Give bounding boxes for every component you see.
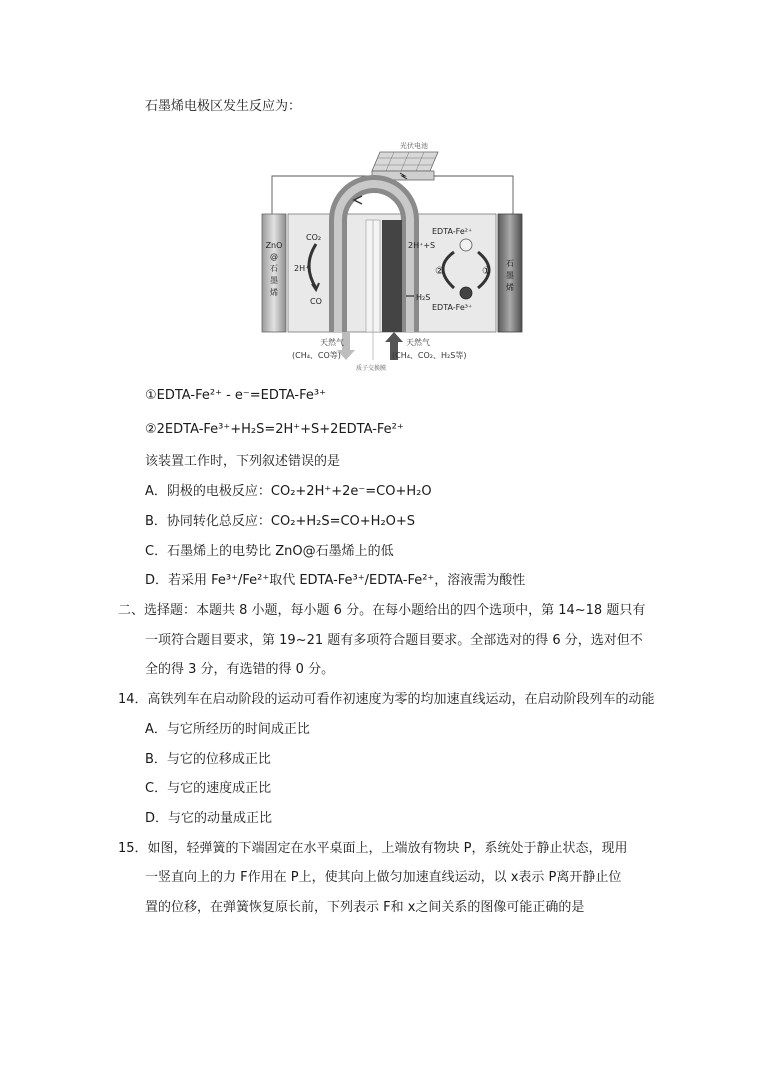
electrode-label: 烯 [270, 288, 278, 297]
gas-out-label: 天然气 [320, 338, 344, 347]
h-s-label: 2H⁺+S [408, 241, 436, 250]
electrode-label: 墨 [506, 271, 514, 280]
electrode-label: @ [270, 252, 278, 261]
step-1-label: ① [482, 266, 491, 277]
question-14: 14．高铁列车在启动阶段的运动可看作初速度为零的均加速直线运动，在启动阶段列车的动能 [118, 692, 655, 707]
electrode-label: 墨 [270, 276, 278, 285]
membrane-label: 质子交换膜 [356, 365, 387, 372]
option-b: B．协同转化总反应：CO₂+H₂S=CO+H₂O+S [145, 514, 416, 529]
section-heading: 二、选择题：本题共 8 小题，每小题 6 分。在每小题给出的四个选项中，第 14~18 题只有 [118, 603, 646, 618]
step-2-label: ② [435, 266, 444, 277]
gas-out-composition: (CH₄、CO等) [292, 351, 341, 360]
electrode-label: 石 [506, 259, 514, 268]
option-a: A．阴极的电极反应：CO₂+2H⁺+2e⁻=CO+H₂O [145, 484, 432, 499]
intro-text: 石墨烯电极区发生反应为： [145, 99, 302, 114]
option-d: D．若采用 Fe³⁺/Fe²⁺取代 EDTA-Fe³⁺/EDTA-Fe²⁺，溶液需为酸性 [145, 573, 526, 588]
question-15-text: 置的位移，在弹簧恢复原长前，下列表示 F和 x之间关系的图像可能正确的是 [145, 900, 585, 915]
h2s-label: H₂S [416, 293, 431, 302]
edta-fe2-label: EDTA-Fe²⁺ [432, 227, 473, 236]
zno-graphene-electrode [262, 214, 286, 332]
section-text: 全的得 3 分，有选错的得 0 分。 [145, 662, 335, 677]
reaction-1: ①EDTA-Fe²⁺ - e⁻=EDTA-Fe³⁺ [145, 388, 326, 403]
solar-cell-label: 光伏电池 [400, 142, 428, 150]
q14-option-b: B．与它的位移成正比 [145, 752, 271, 767]
reaction-2: ②2EDTA-Fe³⁺+H₂S=2H⁺+S+2EDTA-Fe²⁺ [145, 422, 404, 437]
co2-label: CO₂ [306, 233, 322, 242]
question-15-text: 一竖直向上的力 F作用在 P上，使其向上做匀加速直线运动，以 x表示 P离开静止位 [145, 870, 622, 885]
fe2-sphere-icon [460, 239, 472, 251]
wire-right [434, 176, 513, 214]
electrolysis-cell-figure [258, 138, 530, 374]
section-text: 一项符合题目要求，第 19~21 题有多项符合题目要求。全部选对的得 6 分，选对但不 [145, 633, 643, 648]
co-label: CO [310, 297, 322, 306]
electrode-label: ZnO [265, 241, 283, 250]
q14-option-c: C．与它的速度成正比 [145, 781, 272, 796]
option-c: C．石墨烯上的电势比 ZnO@石墨烯上的低 [145, 544, 394, 559]
electrode-label: 烯 [506, 283, 514, 292]
fe3-sphere-icon [460, 287, 472, 299]
q14-option-a: A．与它所经历的时间成正比 [145, 722, 310, 737]
electrode-label: 石 [270, 264, 278, 273]
gas-in-label: 天然气 [406, 338, 430, 347]
question-stem: 该装置工作时，下列叙述错误的是 [145, 454, 341, 469]
gas-in-composition: (CH₄、CO₂、H₂S等) [392, 351, 467, 360]
q14-option-d: D．与它的动量成正比 [145, 811, 273, 826]
h-plus-label: 2H⁺ [294, 264, 310, 273]
question-15: 15．如图，轻弹簧的下端固定在水平桌面上，上端放有物块 P，系统处于静止状态，现用 [118, 841, 628, 856]
edta-fe3-label: EDTA-Fe³⁺ [432, 303, 473, 312]
